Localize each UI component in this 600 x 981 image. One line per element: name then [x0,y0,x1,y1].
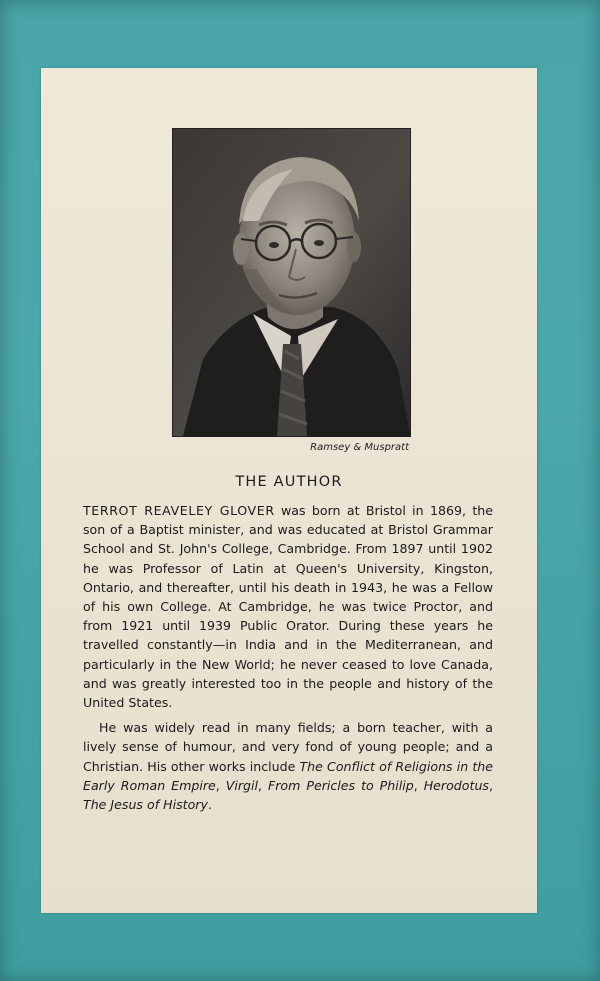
portrait-illustration [173,129,410,436]
bio-paragraph-1 [83,501,493,712]
bio-paragraph-1-text: was born at Bristol in 1869, the son of a Baptist minister, and was educated at Bristol Grammar School and St. John's College, Cambridge. From 1897 until 1902 he was Professor of Latin at Queen's University, Kingston, Ontario, and thereafter, until his death in 1943, he was a Fellow of his own College. At Cambridge, he was twice Proctor, and from 1921 until 1939 Public Orator. During these years he travelled constantly—in India and in the Mediterranean, and particularly in the New World; he never ceased to love Canada, and was greatly interested too in the people and history of the United States. [83,503,493,711]
paper-panel [41,68,537,913]
period: . [207,797,212,813]
bio-paragraph-2-text: He was widely read in many fields; a born teacher, with a lively sense of humour, and very fond of young people; and a Christian. His other works include [83,720,493,774]
separator: , [488,777,493,793]
work-title: Virgil [225,777,259,793]
author-bio [83,501,493,814]
separator: , [258,777,269,793]
work-title: From Pericles to Philip [268,777,414,793]
author-name: TERROT REAVELEY GLOVER [83,503,275,518]
work-title: The Conflict of Religions in the Early Roman Empire [83,758,493,793]
photo-credit: Ramsey & Muspratt [310,442,409,453]
separator: , [413,777,424,793]
separator: , [215,777,226,793]
section-heading: THE AUTHOR [235,474,343,490]
work-title: Herodotus [423,777,489,793]
work-title: The Jesus of History [83,797,208,813]
bio-paragraph-2 [83,718,493,814]
author-portrait [172,128,411,437]
